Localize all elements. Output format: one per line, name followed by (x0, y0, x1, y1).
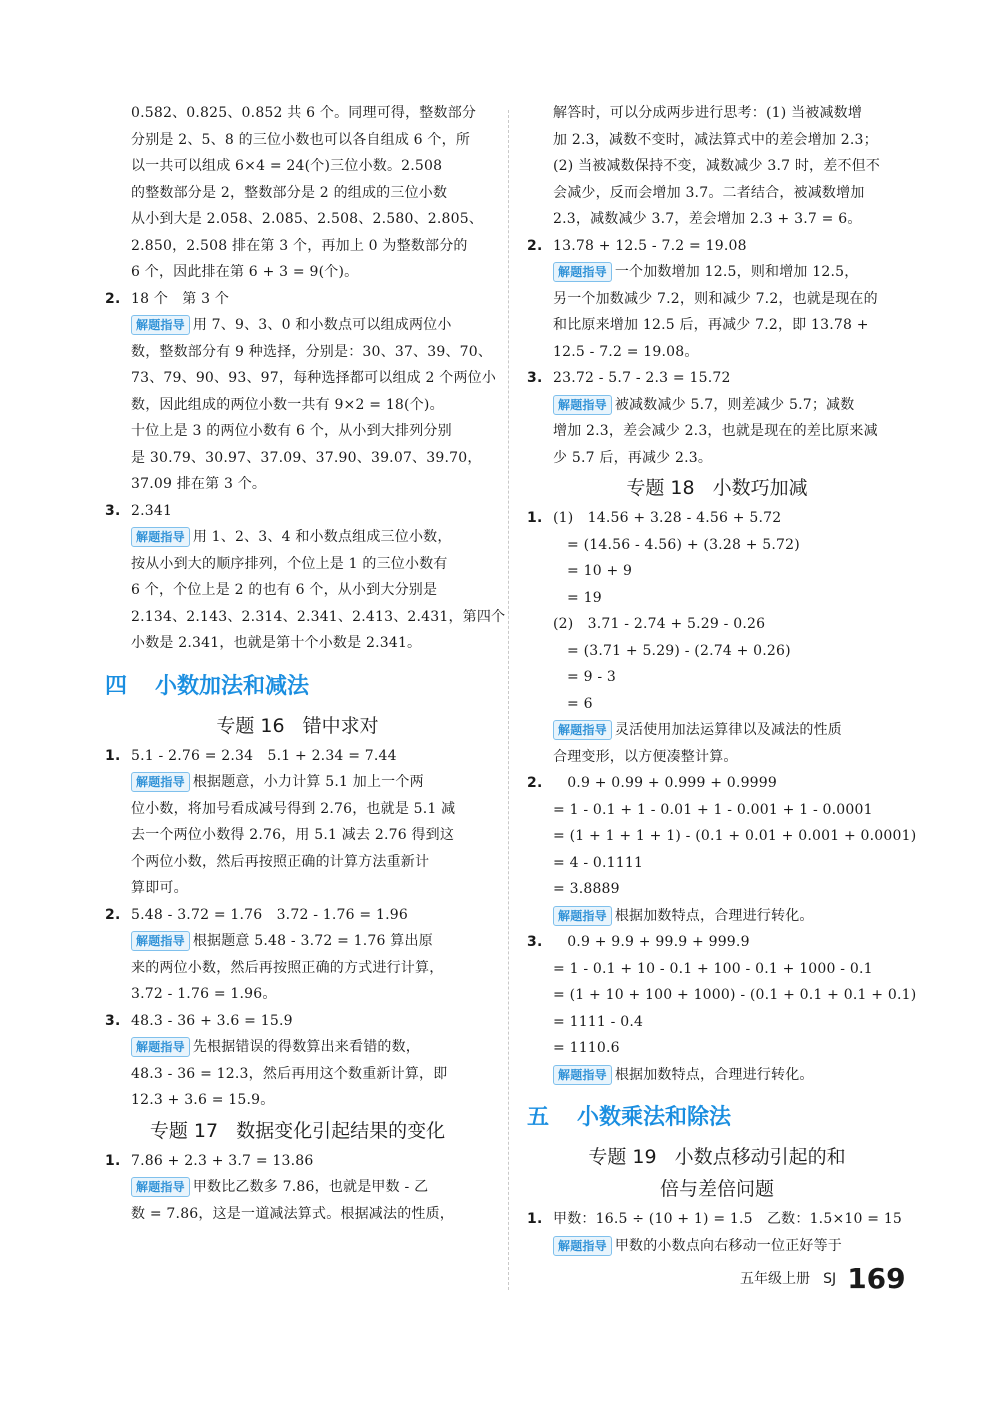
answer-text: 13.78 + 12.5 - 7.2 = 19.08 (553, 237, 747, 254)
topic-title: 小数点移动引起的和 (674, 1146, 846, 1168)
solution-guide-badge: 解题指导 (553, 1236, 612, 1256)
answer-line (105, 902, 490, 929)
item-number: 2. (527, 237, 543, 254)
text-line: = 1111 - 0.4 (553, 1013, 644, 1030)
item-number: 1. (527, 510, 543, 526)
text-line: 数 = 7.86，这是一道减法算式。根据减法的性质， (131, 1205, 455, 1222)
guide-text: 用 7、9、3、0 和小数点可以组成两位小 (192, 317, 452, 333)
text-line: (2) 当被减数保持不变，减数减少 3.7 时，差不但不 (553, 158, 881, 174)
solution-guide-line (105, 928, 490, 955)
grade-label: 五年级上册 (740, 1271, 810, 1287)
solution-guide-badge: 解题指导 (553, 262, 612, 282)
text-line: 3.72 - 1.76 = 1.96。 (131, 986, 277, 1002)
text-line: 6 个，个位上是 2 的也有 6 个，从小到大分别是 (131, 582, 438, 598)
text-line: 加 2.3，减数不变时，减法算式中的差会增加 2.3； (553, 131, 878, 148)
text-line: 73、79、90、93、97，每种选择都可以组成 2 个两位小 (131, 370, 497, 386)
topic-heading (527, 473, 907, 503)
text-line: 数，因此组成的两位小数一共有 9×2 = 18(个)。 (131, 396, 444, 413)
guide-text: 根据题意 5.48 - 3.72 = 1.76 算出原 (192, 933, 433, 949)
guide-text: 甲数的小数点向右移动一位正好等于 (614, 1237, 843, 1254)
text-line: 从小到大是 2.058、2.085、2.508、2.580、2.805、 (131, 211, 484, 227)
topic-number: 专题 17 (149, 1119, 219, 1142)
text-line: 0.582、0.825、0.852 共 6 个。同理可得，整数部分 (131, 105, 477, 121)
topic-heading (527, 1142, 907, 1172)
solution-guide-line (527, 392, 907, 419)
chapter-heading (527, 1098, 907, 1138)
topic-heading (105, 1116, 490, 1146)
column-divider (508, 110, 509, 1290)
answer-line (527, 770, 907, 797)
text-line: = 10 + 9 (567, 563, 633, 579)
text-line: 12.5 - 7.2 = 19.08。 (553, 343, 699, 360)
solution-guide-badge: 解题指导 (553, 720, 612, 740)
page-number: 169 (847, 1262, 906, 1295)
text-line: 小数是 2.341，也就是第十个小数是 2.341。 (131, 635, 422, 651)
text-line: = 1 - 0.1 + 1 - 0.01 + 1 - 0.001 + 1 - 0.0001 (553, 801, 873, 818)
guide-text: 被减数减少 5.7，则差减少 5.7；减数 (614, 396, 855, 413)
topic-heading-cont (527, 1174, 907, 1204)
item-number: 3. (105, 1012, 121, 1029)
guide-text: 根据加数特点，合理进行转化。 (614, 1066, 814, 1083)
text-line: 少 5.7 后，再减少 2.3。 (553, 449, 713, 466)
topic-heading (105, 711, 490, 741)
text-line: 48.3 - 36 = 12.3，然后再用这个数重新计算，即 (131, 1065, 448, 1082)
item-number: 3. (105, 502, 121, 519)
item-number: 2. (527, 775, 543, 791)
text-line: 十位上是 3 的两位小数有 6 个，从小到大排列分别 (131, 423, 452, 439)
chapter-title: 小数加法和减法 (155, 673, 310, 699)
solution-guide-line (527, 717, 907, 744)
solution-guide-badge: 解题指导 (553, 906, 612, 926)
solution-guide-line (527, 1233, 907, 1260)
solution-guide-badge: 解题指导 (131, 1037, 190, 1057)
text-line: 2.134、2.143、2.314、2.341、2.413、2.431，第四个 (131, 608, 506, 625)
text-line: 是 30.79、30.97、37.09、37.90、39.07、39.70， (131, 449, 482, 466)
guide-text: 根据加数特点，合理进行转化。 (614, 907, 814, 924)
guide-text: 根据题意，小力计算 5.1 加上一个两 (192, 774, 424, 790)
item-number: 2. (105, 906, 121, 923)
text-line: 另一个加数减少 7.2，则和减少 7.2，也就是现在的 (553, 290, 878, 307)
answer-text: 23.72 - 5.7 - 2.3 = 15.72 (553, 370, 731, 386)
solution-guide-line (527, 259, 907, 286)
answer-text: 7.86 + 2.3 + 3.7 = 13.86 (131, 1152, 314, 1169)
answer-text: (1) 14.56 + 3.28 - 4.56 + 5.72 (553, 510, 782, 526)
edition-label: SJ (823, 1271, 837, 1287)
topic-number: 专题 19 (588, 1146, 657, 1168)
item-number: 3. (527, 370, 543, 386)
text-line: = 19 (567, 589, 602, 606)
item-number: 3. (527, 934, 543, 950)
text-line: 位小数，将加号看成减号得到 2.76，也就是 5.1 减 (131, 800, 456, 817)
text-line: 2.3，减数减少 3.7，差会增加 2.3 + 3.7 = 6。 (553, 211, 862, 227)
text-line: 增加 2.3，差会减少 2.3，也就是现在的差比原来减 (553, 423, 878, 439)
text-line: = 4 - 0.1111 (553, 854, 644, 871)
answer-text: 18 个 第 3 个 (131, 290, 230, 307)
text-line: = (3.71 + 5.29) - (2.74 + 0.26) (567, 642, 791, 659)
text-line: = 6 (567, 695, 593, 712)
answer-line (527, 505, 907, 532)
solution-guide-badge: 解题指导 (553, 1065, 612, 1085)
answer-text: 0.9 + 9.9 + 99.9 + 999.9 (553, 934, 750, 950)
solution-guide-line (105, 1034, 490, 1061)
left-column (105, 100, 506, 1227)
topic-title: 倍与差倍问题 (659, 1178, 774, 1200)
solution-guide-badge: 解题指导 (131, 1177, 190, 1197)
answer-text: 甲数：16.5 ÷ (10 + 1) = 1.5 乙数：1.5×10 = 15 (553, 1211, 903, 1227)
solution-guide-line (105, 769, 490, 796)
text-line: = 9 - 3 (567, 669, 617, 685)
answer-line (527, 1206, 907, 1233)
topic-number: 专题 18 (626, 477, 695, 499)
text-line: 6 个，因此排在第 6 + 3 = 9(个)。 (131, 264, 359, 280)
solution-guide-line (105, 524, 490, 551)
page-footer (740, 1262, 906, 1295)
text-line: 分别是 2、5、8 的三位小数也可以各自组成 6 个，所 (131, 131, 471, 148)
item-number: 1. (105, 1152, 121, 1169)
answer-text: 0.9 + 0.99 + 0.999 + 0.9999 (553, 775, 777, 791)
topic-title: 小数巧加减 (712, 477, 808, 499)
text-line: 个两位小数，然后再按照正确的计算方法重新计 (131, 853, 430, 870)
solution-guide-line (527, 1062, 907, 1089)
text-line: = 1 - 0.1 + 10 - 0.1 + 100 - 0.1 + 1000 - 0.1 (553, 960, 873, 977)
text-line: 2.850，2.508 排在第 3 个，再加上 0 为整数部分的 (131, 237, 468, 254)
chapter-number: 五 (527, 1105, 550, 1130)
item-number: 1. (105, 747, 121, 764)
text-line: 和比原来增加 12.5 后，再减少 7.2，即 13.78 + (553, 317, 869, 333)
solution-guide-badge: 解题指导 (131, 315, 190, 335)
text-line: = (1 + 1 + 1 + 1) - (0.1 + 0.01 + 0.001 + 0.0001) (553, 828, 917, 844)
chapter-heading (105, 667, 490, 707)
answer-line (527, 365, 907, 392)
text-line: 按从小到大的顺序排列，个位上是 1 的三位小数有 (131, 555, 448, 572)
item-number: 1. (527, 1211, 543, 1227)
text-line: = (14.56 - 4.56) + (3.28 + 5.72) (567, 536, 800, 553)
text-line: 去一个两位小数得 2.76，用 5.1 减去 2.76 得到这 (131, 827, 455, 843)
text-line: 以一共可以组成 6×4 = 24(个)三位小数。2.508 (131, 158, 443, 174)
answer-text: 5.1 - 2.76 = 2.34 5.1 + 2.34 = 7.44 (131, 747, 397, 764)
solution-guide-line (527, 903, 907, 930)
text-line: 算即可。 (131, 880, 188, 896)
text-line: 的整数部分是 2，整数部分是 2 的组成的三位小数 (131, 184, 448, 201)
text-line: = 1110.6 (553, 1040, 620, 1056)
solution-guide-badge: 解题指导 (131, 527, 190, 547)
topic-number: 专题 16 (216, 714, 285, 737)
text-line: (2) 3.71 - 2.74 + 5.29 - 0.26 (553, 616, 766, 632)
answer-line (105, 1008, 490, 1035)
answer-line (527, 233, 907, 260)
answer-line (105, 743, 490, 770)
answer-line (105, 498, 490, 525)
answer-text: 2.341 (131, 502, 173, 519)
chapter-title: 小数乘法和除法 (577, 1105, 732, 1130)
guide-text: 甲数比乙数多 7.86，也就是甲数 - 乙 (192, 1179, 429, 1195)
guide-text: 灵活使用加法运算律以及减法的性质 (614, 722, 843, 738)
answer-line (527, 929, 907, 956)
answer-line (105, 1148, 490, 1175)
guide-text: 一个加数增加 12.5，则和增加 12.5， (614, 264, 859, 280)
text-line: = 3.8889 (553, 881, 620, 897)
solution-guide-line (105, 1174, 490, 1201)
topic-title: 错中求对 (302, 714, 379, 737)
solution-guide-line (105, 312, 490, 339)
text-line: 会减少，反而会增加 3.7。二者结合，被减数增加 (553, 184, 865, 201)
right-column (527, 100, 917, 1259)
solution-guide-badge: 解题指导 (553, 395, 612, 415)
solution-guide-badge: 解题指导 (131, 772, 190, 792)
answer-text: 5.48 - 3.72 = 1.76 3.72 - 1.76 = 1.96 (131, 906, 408, 923)
text-line: 数，整数部分有 9 种选择，分别是：30、37、39、70、 (131, 343, 493, 360)
text-line: = (1 + 10 + 100 + 1000) - (0.1 + 0.1 + 0.1 + 0.1) (553, 987, 917, 1003)
text-line: 37.09 排在第 3 个。 (131, 476, 267, 492)
guide-text: 先根据错误的得数算出来看错的数， (192, 1039, 421, 1055)
answer-text: 48.3 - 36 + 3.6 = 15.9 (131, 1012, 293, 1029)
text-line: 12.3 + 3.6 = 15.9。 (131, 1092, 275, 1108)
guide-text: 用 1、2、3、4 和小数点组成三位小数， (192, 529, 452, 545)
text-line: 解答时，可以分成两步进行思考：(1) 当被减数增 (553, 105, 863, 121)
text-line: 来的两位小数，然后再按照正确的方式进行计算， (131, 959, 444, 976)
solution-guide-badge: 解题指导 (131, 931, 190, 951)
text-line: 合理变形，以方便凑整计算。 (553, 748, 738, 765)
chapter-number: 四 (105, 673, 128, 699)
item-number: 2. (105, 290, 121, 307)
topic-title: 数据变化引起结果的变化 (236, 1119, 446, 1142)
answer-line (105, 286, 490, 313)
